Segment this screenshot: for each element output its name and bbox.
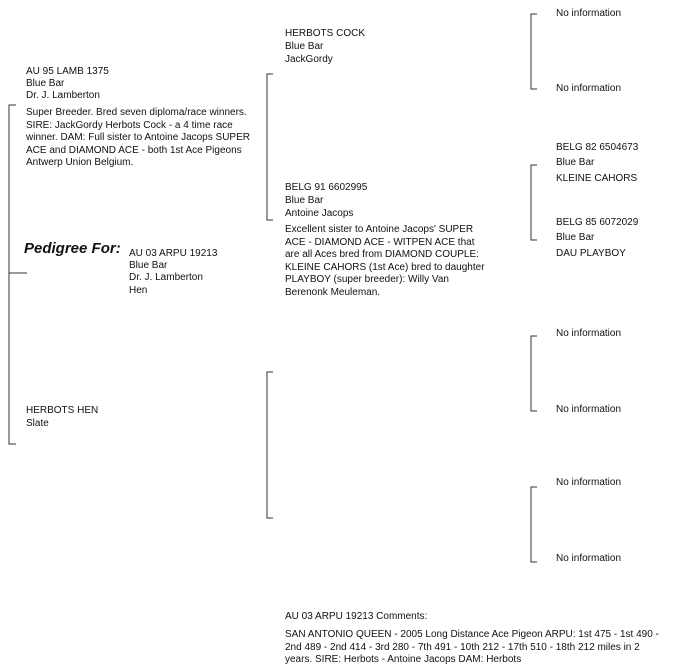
sire-bracket xyxy=(267,74,273,220)
sire-notes: Super Breeder. Bred seven diploma/race winners. SIRE: JackGordy Herbots Cock - a 4 time race winner. DAM: Full sister to Antoine Jacops SUPER ACE and DIAMOND ACE - both 1st Ace Pigeons Antwerp Union Belgium. xyxy=(26,107,250,168)
gen4-ds-sire: No information xyxy=(556,328,622,339)
gen4-dd-dam: No information xyxy=(556,553,622,564)
gen4-sd-sire-ring: BELG 82 6504673 xyxy=(556,142,639,153)
comments-text: SAN ANTONIO QUEEN - 2005 Long Distance Ace Pigeon ARPU: 1st 475 - 1st 490 - 2nd 489 - 2nd 414 - 3rd 280 - 7th 491 - 10th 212 - 17th 510 - 18th 212 miles in 2 years. SIRE: Herbots - Antoine Jacops DAM: Herbots xyxy=(285,629,659,665)
sire-color: Blue Bar xyxy=(26,78,65,89)
comments-heading: AU 03 ARPU 19213 Comments: xyxy=(285,611,428,622)
gen4-ss-dam: No information xyxy=(556,83,622,94)
subject-owner: Dr. J. Lamberton xyxy=(129,272,203,283)
sire-sire-owner: JackGordy xyxy=(285,54,333,65)
subject-ring: AU 03 ARPU 19213 xyxy=(129,248,218,259)
sire-owner: Dr. J. Lamberton xyxy=(26,90,100,101)
pedigree-title: Pedigree For: xyxy=(24,240,121,257)
sire-sire-color: Blue Bar xyxy=(285,41,324,52)
ds-bracket xyxy=(531,336,537,411)
gen4-sd-dam-ring: BELG 85 6072029 xyxy=(556,217,639,228)
gen4-sd-sire-color: Blue Bar xyxy=(556,157,595,168)
dam-bracket xyxy=(267,372,273,518)
dam-name: HERBOTS HEN xyxy=(26,405,99,416)
gen4-ds-dam: No information xyxy=(556,404,622,415)
dd-bracket xyxy=(531,487,537,562)
ss-bracket xyxy=(531,14,537,89)
subject-sex: Hen xyxy=(129,285,148,296)
sire-sire-name: HERBOTS COCK xyxy=(285,28,366,39)
subject-color: Blue Bar xyxy=(129,260,168,271)
gen4-dd-sire: No information xyxy=(556,477,622,488)
sire-dam-owner: Antoine Jacops xyxy=(285,208,354,219)
gen4-sd-sire-name: KLEINE CAHORS xyxy=(556,173,638,184)
gen4-ss-sire: No information xyxy=(556,8,622,19)
sd-bracket xyxy=(531,165,537,240)
sire-dam-color: Blue Bar xyxy=(285,195,324,206)
sire-dam-ring: BELG 91 6602995 xyxy=(285,182,368,193)
gen4-sd-dam-name: DAU PLAYBOY xyxy=(556,248,626,259)
gen4-sd-dam-color: Blue Bar xyxy=(556,232,595,243)
subject-bracket xyxy=(9,105,16,444)
dam-color: Slate xyxy=(26,418,49,429)
sire-dam-notes: Excellent sister to Antoine Jacops' SUPER ACE - DIAMOND ACE - WITPEN ACE that are all Aces bred from DIAMOND COUPLE: KLEINE CAHORS (1st Ace) bred to daughter PLAYBOY (super breeder): Willy Van Berenonk Meuleman. xyxy=(285,224,485,298)
sire-ring: AU 95 LAMB 1375 xyxy=(26,66,109,77)
